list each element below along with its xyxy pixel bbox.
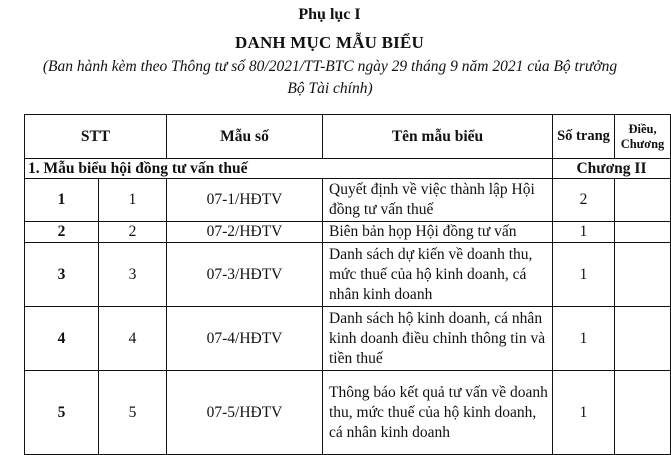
row-form-name: Biên bản họp Hội đồng tư vấn	[323, 222, 553, 243]
section-title: 1. Mẫu biểu hội đồng tư vấn thuế	[25, 159, 553, 179]
row-sub-number: 5	[99, 371, 167, 455]
form-list-table	[24, 114, 671, 455]
row-stt: 1	[25, 179, 99, 222]
header-chapter: Điều, Chương	[615, 115, 671, 159]
row-form-number: 07-3/HĐTV	[167, 243, 323, 307]
row-form-name: Quyết định về việc thành lập Hội đồng tư vấn thuế	[323, 179, 553, 222]
table-row	[25, 222, 671, 243]
row-pages: 1	[553, 307, 615, 371]
section-row	[25, 159, 671, 179]
row-form-number: 07-5/HĐTV	[167, 371, 323, 455]
row-chapter	[615, 307, 671, 371]
table-row	[25, 179, 671, 222]
row-stt: 4	[25, 307, 99, 371]
row-stt: 3	[25, 243, 99, 307]
row-chapter	[615, 222, 671, 243]
row-pages: 1	[553, 222, 615, 243]
section-chapter: Chương II	[553, 159, 671, 179]
header-pages: Số trang	[553, 115, 615, 159]
row-sub-number: 1	[99, 179, 167, 222]
header-form-name: Tên mẫu biểu	[323, 115, 553, 159]
table-row	[25, 371, 671, 455]
row-form-name: Danh sách hộ kinh doanh, cá nhân kinh doanh điều chỉnh thông tin và tiền thuế	[323, 307, 553, 371]
row-sub-number: 2	[99, 222, 167, 243]
row-form-number: 07-1/HĐTV	[167, 179, 323, 222]
row-form-name: Thông báo kết quả tư vấn về doanh thu, mức thuế của hộ kinh doanh, cá nhân kinh doanh	[323, 371, 553, 455]
row-chapter	[615, 179, 671, 222]
row-chapter	[615, 371, 671, 455]
table-header-row	[25, 115, 671, 159]
row-sub-number: 4	[99, 307, 167, 371]
document-title: DANH MỤC MẪU BIỂU	[235, 33, 424, 52]
table-row	[25, 307, 671, 371]
row-pages: 1	[553, 243, 615, 307]
row-stt: 2	[25, 222, 99, 243]
appendix-label: Phụ lục I	[298, 6, 361, 23]
row-form-number: 07-4/HĐTV	[167, 307, 323, 371]
row-sub-number: 3	[99, 243, 167, 307]
row-pages: 1	[553, 371, 615, 455]
document-subtitle: (Ban hành kèm theo Thông tư số 80/2021/TT-BTC ngày 29 tháng 9 năm 2021 của Bộ trưởng Bộ Tài chính)	[42, 58, 618, 97]
header-stt: STT	[25, 115, 167, 159]
row-stt: 5	[25, 371, 99, 455]
row-chapter	[615, 243, 671, 307]
table-row	[25, 243, 671, 307]
row-form-number: 07-2/HĐTV	[167, 222, 323, 243]
header-form-no: Mẫu số	[167, 115, 323, 159]
row-pages: 2	[553, 179, 615, 222]
row-form-name: Danh sách dự kiến về doanh thu, mức thuế của hộ kinh doanh, cá nhân kinh doanh	[323, 243, 553, 307]
